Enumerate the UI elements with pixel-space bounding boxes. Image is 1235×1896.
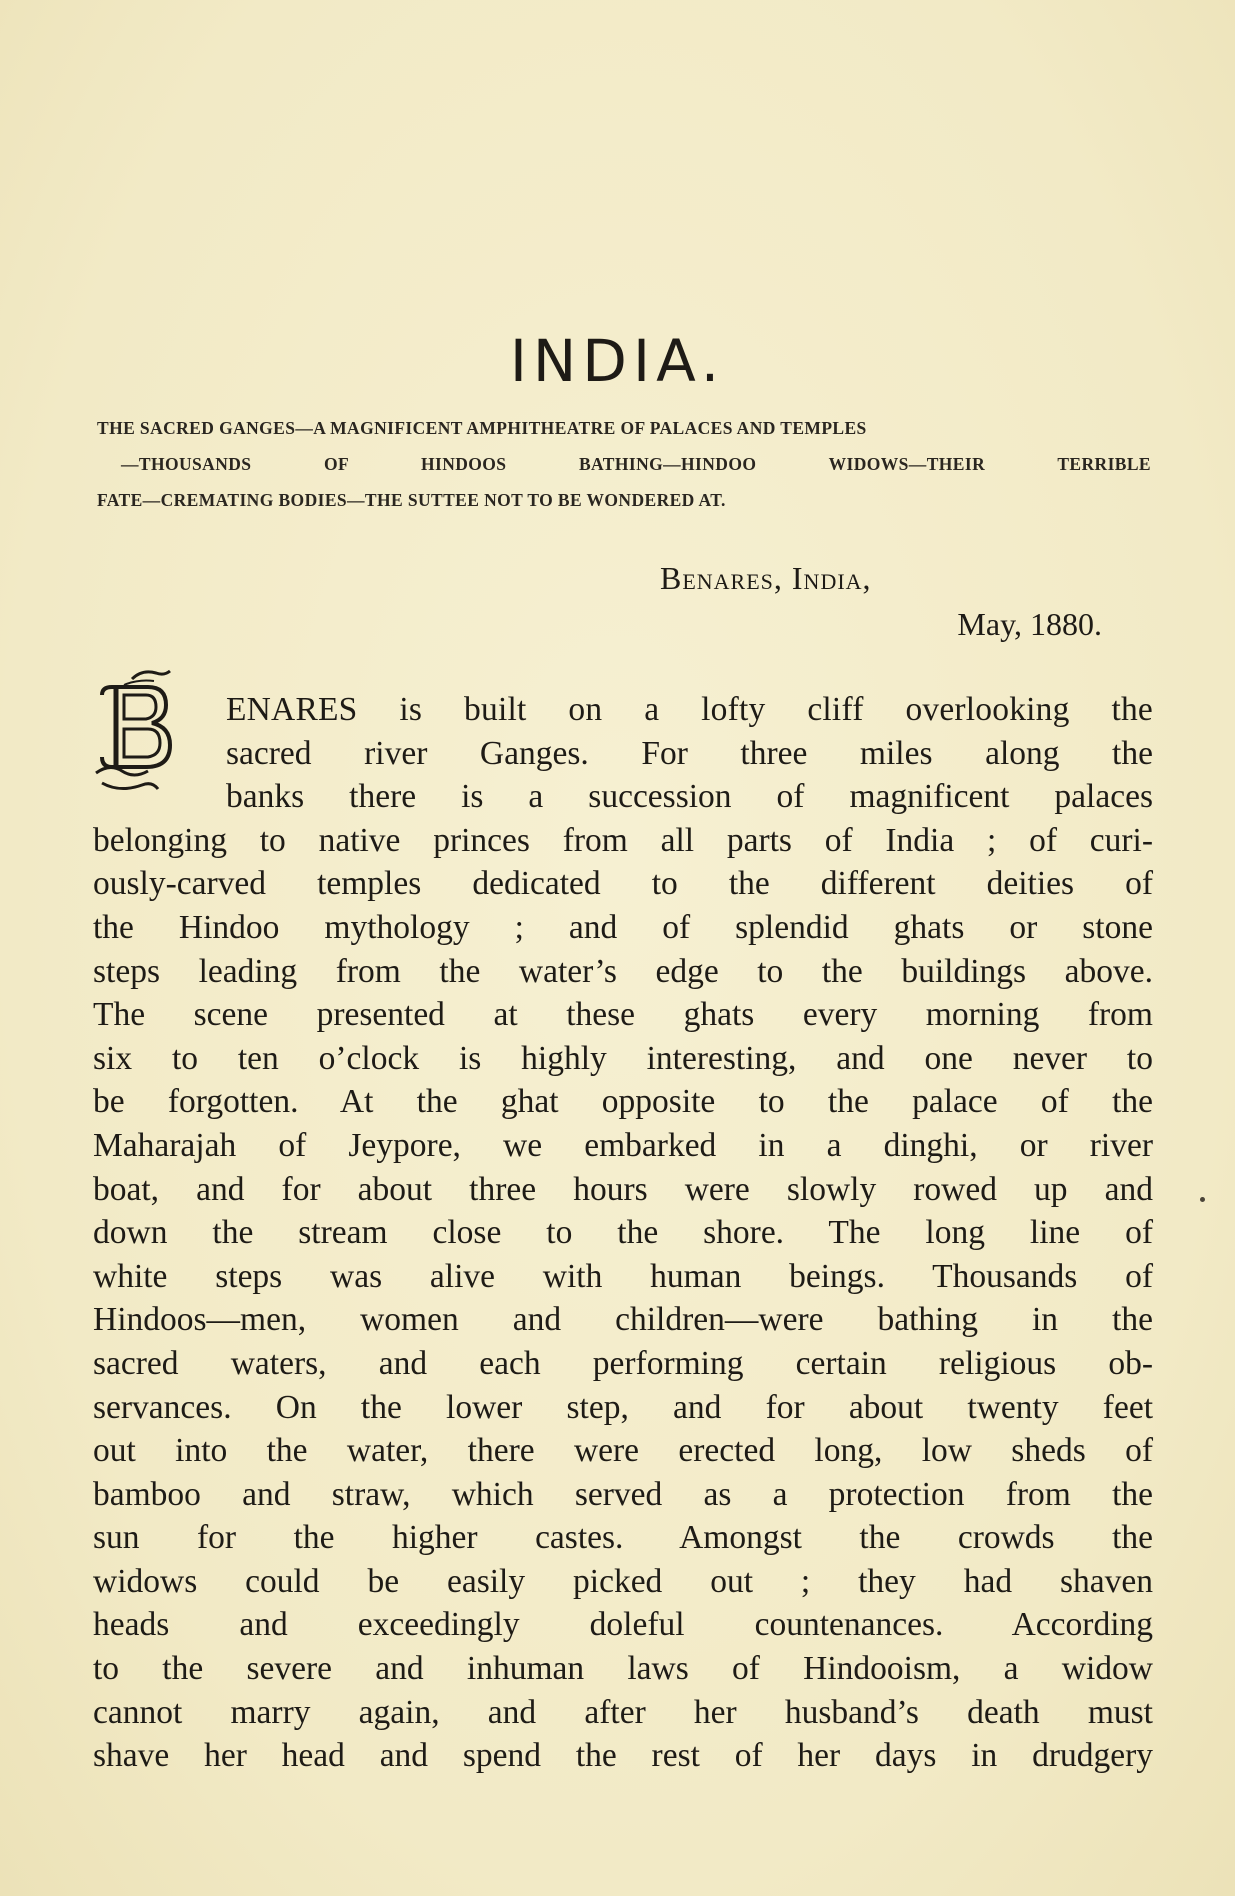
dateline-place: Benares, India, — [660, 560, 872, 596]
chapter-title: INDIA. — [509, 326, 726, 395]
summary-line: FATE—CREMATING BODIES—THE SUTTEE NOT TO BE WONDERED AT. — [97, 490, 726, 510]
text-line: servances. On the lower step, and for about twenty feet — [93, 1388, 1153, 1426]
text-line: sacred waters, and each performing certain religious ob- — [93, 1344, 1153, 1382]
text-line: The scene presented at these ghats every morning from — [93, 996, 1153, 1034]
text-line: belonging to native princes from all parts of India ; of curi- — [93, 821, 1153, 859]
text-line: ENARES is built on a lofty cliff overlooking the — [226, 691, 1153, 728]
text-line: shave her head and spend the rest of her days in drudgery — [93, 1737, 1153, 1775]
text-line: white steps was alive with human beings. Thousands of — [93, 1257, 1153, 1295]
text-line: to the severe and inhuman laws of Hindooism, a widow — [93, 1650, 1153, 1688]
text-line: cannot marry again, and after her husband’s death must — [93, 1693, 1153, 1731]
ink-speck — [1200, 1197, 1205, 1202]
text-line: the Hindoo mythology ; and of splendid ghats or stone — [93, 908, 1153, 946]
text-line: six to ten o’clock is highly interesting, and one never to — [93, 1039, 1153, 1077]
text-line: out into the water, there were erected long, low sheds of — [93, 1432, 1153, 1470]
text-line: be forgotten. At the ghat opposite to the palace of the — [93, 1083, 1153, 1121]
text-line: bamboo and straw, which served as a protection from the — [93, 1475, 1153, 1513]
summary-line: —THOUSANDS OF HINDOOS BATHING—HINDOO WIDOWS—THEIR TERRIBLE — [121, 454, 1151, 474]
text-line: sun for the higher castes. Amongst the crowds the — [93, 1519, 1153, 1557]
text-line: banks there is a succession of magnificent palaces — [226, 778, 1153, 816]
text-line: heads and exceedingly doleful countenances. According — [93, 1606, 1153, 1644]
text-line: Hindoos—men, women and children—were bathing in the — [93, 1301, 1153, 1339]
text-line: steps leading from the water’s edge to the buildings above. — [93, 952, 1153, 990]
chapter-summary — [97, 410, 1151, 518]
text-line: widows could be easily picked out ; they had shaven — [93, 1562, 1153, 1600]
text-line: boat, and for about three hours were slowly rowed up and — [93, 1170, 1153, 1208]
text-line: ously-carved temples dedicated to the different deities of — [93, 865, 1153, 903]
dateline-date: May, 1880. — [957, 606, 1102, 642]
text-line: sacred river Ganges. For three miles along the — [226, 734, 1153, 772]
summary-line: THE SACRED GANGES—A MAGNIFICENT AMPHITHEATRE OF PALACES AND TEMPLES — [97, 418, 867, 438]
text-line: Maharajah of Jeypore, we embarked in a dinghi, or river — [93, 1126, 1153, 1164]
text-line: down the stream close to the shore. The long line of — [93, 1214, 1153, 1252]
body-text — [93, 688, 1153, 1778]
